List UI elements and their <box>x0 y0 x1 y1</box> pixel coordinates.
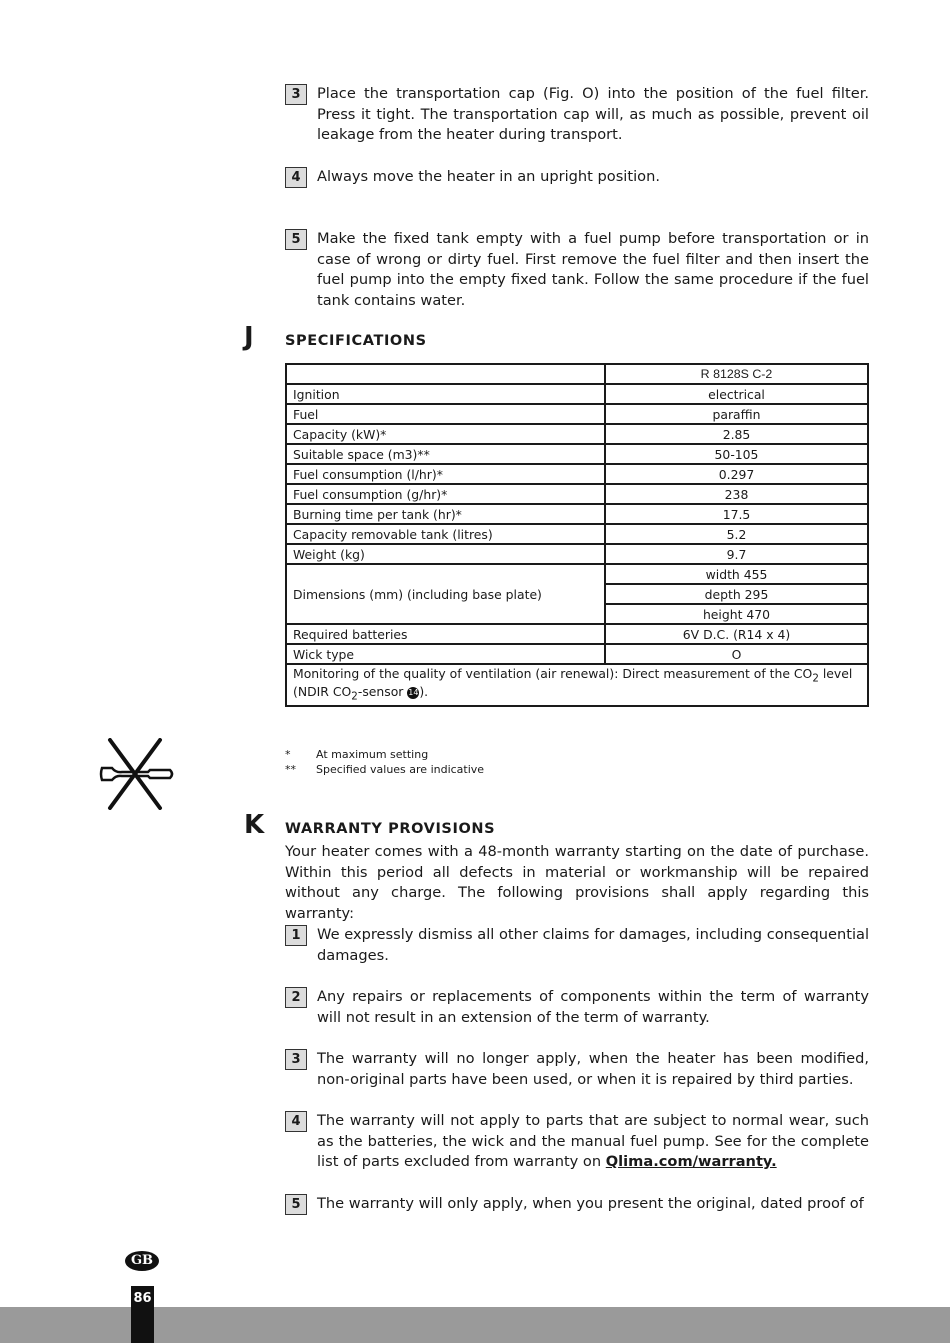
warranty-link[interactable]: Qlima.com/warranty. <box>605 1153 777 1171</box>
section-title-specifications: SPECIFICATIONS <box>285 333 427 349</box>
warranty-intro: Your heater comes with a 48-month warranty starting on the date of purchase. Within this period all defects in material or workmanship will be repaired without any charge. The following provisions shall apply regarding this warranty: <box>285 843 869 922</box>
spec-label: Fuel consumption (g/hr)* <box>286 484 605 504</box>
step-number: 5 <box>285 229 307 250</box>
spec-label: Burning time per tank (hr)* <box>286 504 605 524</box>
spec-label: Ignition <box>286 384 605 404</box>
table-row <box>286 664 868 706</box>
spec-value: depth 295 <box>605 584 868 604</box>
spec-value: O <box>605 644 868 664</box>
spec-value: paraffin <box>605 404 868 424</box>
step-text: The warranty will no longer apply, when the heater has been modified, non-original parts have been used, or when it is repaired by third parties. <box>317 1050 869 1088</box>
table-row <box>286 484 868 504</box>
monitoring-text: (NDIR CO <box>293 684 352 700</box>
subscript: 2 <box>351 690 358 703</box>
warranty-step-2 <box>285 987 869 1028</box>
table-row <box>286 564 868 584</box>
spec-label: Weight (kg) <box>286 544 605 564</box>
step-number: 1 <box>285 925 307 946</box>
step-number: 3 <box>285 1049 307 1070</box>
spec-value: 9.7 <box>605 544 868 564</box>
spec-value: height 470 <box>605 604 868 624</box>
step-text: Make the fixed tank empty with a fuel pump before transportation or in case of wrong or dirty fuel. First remove the fuel filter and then insert the fuel pump into the empty fixed tank. Follow the same procedure if the fuel tank contains water. <box>317 230 869 309</box>
spec-value: electrical <box>605 384 868 404</box>
step-number: 5 <box>285 1194 307 1215</box>
step-text: Place the transportation cap (Fig. O) into the position of the fuel filter. Press it tight. The transportation cap will, as much as possible, prevent oil leakage from the heater during transport. <box>317 85 869 144</box>
step-5-empty-tank <box>285 229 869 311</box>
footnote-mark: * <box>285 748 291 761</box>
footnote-text: At maximum setting <box>316 748 429 761</box>
section-letter-k: K <box>244 810 265 840</box>
footnote-mark: ** <box>285 763 296 776</box>
step-text: Any repairs or replacements of components within the term of warranty will not result in an extension of the term of warranty. <box>317 988 869 1026</box>
crossed-out-screwdriver-icon <box>96 738 176 810</box>
spec-value: 5.2 <box>605 524 868 544</box>
figure-reference-badge: 14 <box>408 687 419 697</box>
spec-value: 0.297 <box>605 464 868 484</box>
table-row <box>286 624 868 644</box>
step-text: Always move the heater in an upright position. <box>317 168 660 185</box>
footnote <box>285 762 484 777</box>
step-number: 2 <box>285 987 307 1008</box>
spec-label: Suitable space (m3)** <box>286 444 605 464</box>
table-row <box>286 424 868 444</box>
step-4-upright <box>285 167 869 188</box>
spec-label: Dimensions (mm) (including base plate) <box>286 564 605 624</box>
subscript: 2 <box>812 672 819 685</box>
warranty-step-3 <box>285 1049 869 1090</box>
step-text: The warranty will only apply, when you present the original, dated proof of <box>317 1195 864 1212</box>
monitoring-text: Monitoring of the quality of ventilation (air renewal): Direct measurement of the CO <box>293 666 813 681</box>
spec-value: 17.5 <box>605 504 868 524</box>
monitoring-text: ). <box>419 684 429 700</box>
footnotes <box>285 747 484 777</box>
spec-label: Capacity (kW)* <box>286 424 605 444</box>
spec-value: 2.85 <box>605 424 868 444</box>
table-cell <box>286 364 605 384</box>
spec-value: 238 <box>605 484 868 504</box>
table-row <box>286 524 868 544</box>
table-row <box>286 384 868 404</box>
page-number: 86 <box>133 1291 152 1306</box>
spec-label: Fuel consumption (l/hr)* <box>286 464 605 484</box>
table-row <box>286 444 868 464</box>
table-row <box>286 504 868 524</box>
monitoring-note <box>286 664 868 706</box>
spec-label: Fuel <box>286 404 605 424</box>
spec-label: Wick type <box>286 644 605 664</box>
warranty-step-1 <box>285 925 869 966</box>
step-number: 4 <box>285 1111 307 1132</box>
step-text-container <box>317 1111 869 1173</box>
footnote-text: Specified values are indicative <box>316 763 485 776</box>
spec-value: 6V D.C. (R14 x 4) <box>605 624 868 644</box>
table-row <box>286 644 868 664</box>
footnote <box>285 747 484 762</box>
step-text: The warranty will not apply to parts that are subject to normal wear, such as the batteries, the wick and the manual fuel pump. See for the complete list of parts excluded from warranty on <box>317 1112 869 1171</box>
spec-label: Required batteries <box>286 624 605 644</box>
warranty-step-4 <box>285 1111 869 1173</box>
step-number: 4 <box>285 167 307 188</box>
spec-value: width 455 <box>605 564 868 584</box>
step-text: We expressly dismiss all other claims for damages, including consequential damages. <box>317 926 869 964</box>
monitoring-text: -sensor <box>357 684 408 700</box>
monitoring-text: level <box>818 666 853 681</box>
warranty-step-5 <box>285 1194 869 1215</box>
section-title-warranty: WARRANTY PROVISIONS <box>285 821 496 837</box>
section-letter-j: J <box>244 322 254 352</box>
spec-label: Capacity removable tank (litres) <box>286 524 605 544</box>
step-3-transport-cap <box>285 84 869 146</box>
model-header: R 8128S C-2 <box>605 364 868 384</box>
table-row <box>286 464 868 484</box>
step-number: 3 <box>285 84 307 105</box>
language-badge: GB <box>125 1251 159 1271</box>
specifications-table <box>285 363 869 707</box>
spec-value: 50-105 <box>605 444 868 464</box>
table-row <box>286 364 868 384</box>
table-row <box>286 544 868 564</box>
table-row <box>286 404 868 424</box>
